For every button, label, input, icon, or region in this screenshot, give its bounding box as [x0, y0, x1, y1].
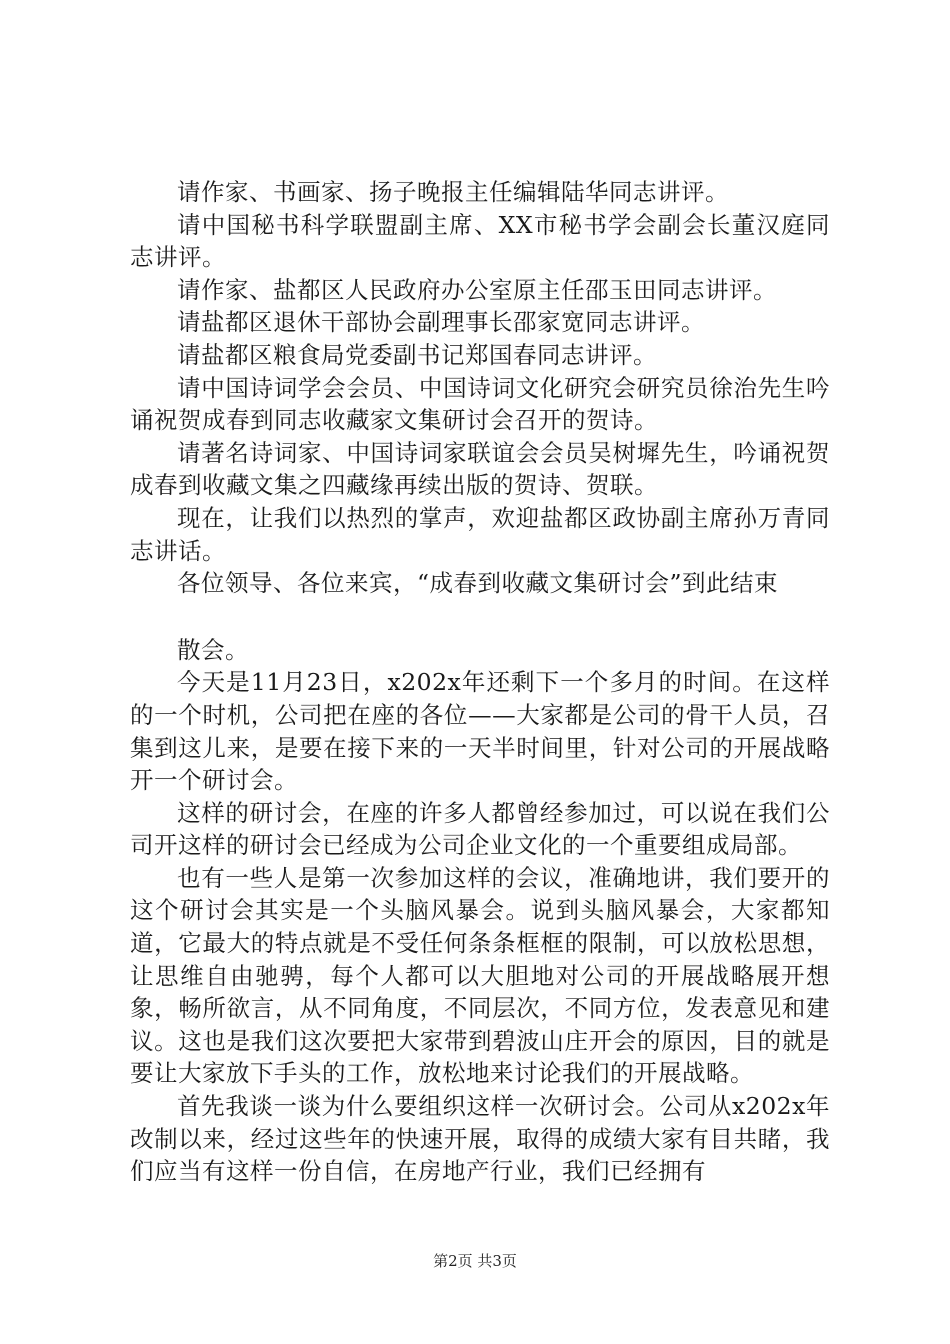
page-number-footer: 第2页 共3页: [433, 1252, 517, 1270]
paragraph: 请中国诗词学会会员、中国诗词文化研究会研究员徐治先生吟诵祝贺成春到同志收藏家文集研讨会召开的贺诗。: [130, 373, 830, 435]
paragraph: 请盐都区粮食局党委副书记郑国春同志讲评。: [177, 340, 657, 369]
paragraph: 请著名诗词家、中国诗词家联谊会会员吴树墀先生，吟诵祝贺成春到收藏文集之四藏缘再续出版的贺诗、贺联。: [130, 438, 830, 500]
paragraph: 请中国秘书科学联盟副主席、XX市秘书学会副会长董汉庭同志讲评。: [130, 210, 830, 272]
paragraph: 散会。: [177, 635, 249, 664]
paragraph: 今天是11月23日，x202x年还剩下一个多月的时间。在这样的一个时机，公司把在座的各位——大家都是公司的骨干人员，召集到这儿来，是要在接下来的一天半时间里，针对公司的开展战略开一个研讨会。: [130, 668, 830, 795]
paragraph: 这样的研讨会，在座的许多人都曾经参加过，可以说在我们公司开这样的研讨会已经成为公司企业文化的一个重要组成局部。: [130, 798, 830, 860]
paragraph: 请盐都区退休干部协会副理事长邵家宽同志讲评。: [177, 308, 705, 337]
document-body: [130, 176, 830, 1188]
paragraph: 现在，让我们以热烈的掌声，欢迎盐都区政协副主席孙万青同志讲话。: [130, 503, 830, 565]
paragraph: 请作家、书画家、扬子晚报主任编辑陆华同志讲评。: [177, 178, 729, 206]
paragraph: 各位领导、各位来宾，“成春到收藏文集研讨会”到此结束: [177, 569, 779, 598]
paragraph: 也有一些人是第一次参加这样的会议，准确地讲，我们要开的这个研讨会其实是一个头脑风暴会。说到头脑风暴会，大家都知道，它最大的特点就是不受任何条条框框的限制，可以放松思想，让思维自由驰骋，每个人都可以大胆地对公司的开展战略展开想象，畅所欲言，从不同角度，不同层次，不同方位，发表意见和建议。这也是我们这次要把大家带到碧波山庄开会的原因，目的就是要让大家放下手头的工作，放松地来讨论我们的开展战略。: [130, 863, 830, 1088]
paragraph: 首先我谈一谈为什么要组织这样一次研讨会。公司从x202x年改制以来，经过这些年的快速开展，取得的成绩大家有目共睹，我们应当有这样一份自信，在房地产行业，我们已经拥有: [130, 1092, 830, 1186]
paragraph: 请作家、盐都区人民政府办公室原主任邵玉田同志讲评。: [177, 275, 777, 304]
